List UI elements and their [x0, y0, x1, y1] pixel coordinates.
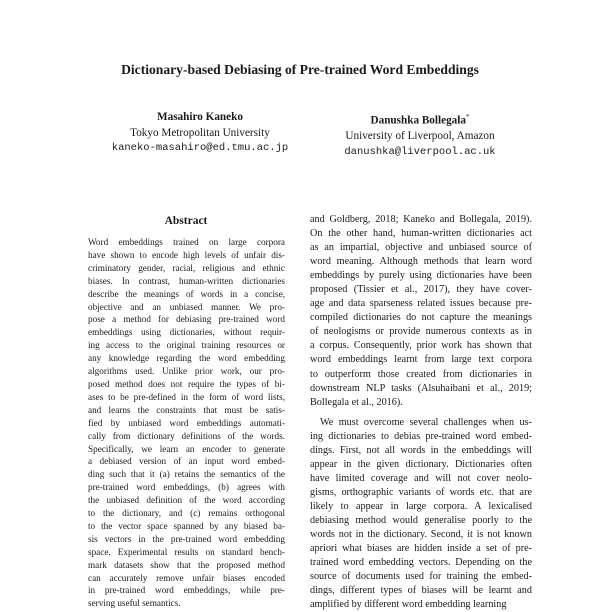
body-line: word embeddings learnt from large text corpora [310, 354, 532, 366]
author-name: Masahiro Kaneko [157, 111, 243, 123]
abstract-line: to the dictionary, and (c) remains orthogonal [88, 508, 285, 519]
body-line: words not in the dictionary. Second, it is not known [310, 529, 532, 541]
abstract-line: biases. In contrast, human-written dictionaries [88, 275, 285, 286]
abstract-line: space. Experimental results on standard bench- [88, 546, 285, 557]
body-line: On the other hand, human-written dictionaries act [310, 228, 532, 240]
body-line: compiled dictionaries do not capture the meanings [310, 312, 532, 324]
paper-title: Dictionary-based Debiasing of Pre-trained Word Embeddings [121, 62, 479, 77]
body-line: a corpus. Consequently, prior work has shown that [310, 340, 532, 352]
body-line: of neologisms or provide numerous contexts as in [310, 326, 532, 338]
author-email: danushka@liverpool.ac.uk [344, 145, 496, 158]
body-line: amplified by different word embedding learning [310, 599, 507, 611]
body-line: dings, different types of biases will be learnt and [310, 585, 532, 597]
body-column-right [310, 213, 532, 612]
abstract-heading: Abstract [164, 215, 208, 227]
abstract-line: embeddings using dictionaries, without requir- [88, 327, 285, 338]
abstract-line: cally from dictionary definitions of the words. [88, 430, 285, 441]
abstract-line: posed method does not require the types of bi- [88, 378, 285, 389]
abstract-line: fied by unbiased word embeddings automati- [88, 417, 285, 428]
body-line: age and data sparseness related issues because pre- [310, 298, 532, 310]
abstract-line: describe the meanings of words in a concise, [88, 288, 285, 299]
body-line: Bollegala et al., 2016). [310, 396, 403, 408]
abstract-line: ases to be pre-defined in the form of word lists, [88, 391, 285, 402]
body-line: and Goldberg, 2018; Kaneko and Bollegala, 2019). [310, 214, 532, 225]
abstract-line: and learns the constraints that must be satis- [88, 404, 285, 415]
abstract-line: algorithms used. Unlike prior work, our pro- [88, 366, 285, 377]
author-email: kaneko-masahiro@ed.tmu.ac.jp [111, 142, 289, 154]
body-line: downstream NLP tasks (Alsuhaibani et al., 2019; [310, 382, 532, 394]
body-line: word meaning. Although methods that learn word [310, 256, 532, 268]
abstract-line: to the vector space spanned by any biased ba- [88, 520, 285, 531]
body-line: trained word embedding vectors. Depending on the [310, 557, 532, 569]
abstract-line: ing access to the original training resources or [88, 340, 285, 351]
abstract-line: pose a method for debiasing pre-trained word [88, 314, 285, 325]
body-line: proposed (Tissier et al., 2017), they have cover- [310, 284, 532, 296]
abstract-line: a debiased version of an input word embed- [88, 456, 285, 467]
abstract-line: any knowledge regarding the word embedding [88, 353, 285, 364]
abstract-line: can accurately remove unfair biases encoded [88, 572, 285, 583]
body-line: We must overcome several challenges when us- [320, 416, 532, 428]
body-line: as an impartial, objective and unbiased source of [310, 242, 532, 254]
abstract-line: objective and an unbiased manner. We pro- [88, 301, 285, 312]
body-line: likely to appear in large corpora. A lexicalised [310, 500, 532, 512]
abstract-line: Specifically, we learn an encoder to generate [88, 443, 285, 454]
abstract-line: sis vectors in the pre-trained word embedding [88, 533, 285, 544]
body-line: to outperform those created from dictionaries in [310, 368, 532, 380]
abstract-line: criminatory gender, racial, religious and ethnic [88, 262, 285, 273]
body-line: dings. First, not all words in the embeddings will [310, 444, 532, 456]
abstract-line: have shown to encode high levels of unfair dis- [88, 249, 285, 260]
body-line: ing dictionaries to debias pre-trained word embed- [310, 430, 532, 442]
abstract-line: the unbiased definition of the word according [88, 495, 285, 506]
abstract-line: pre-trained word embeddings, (b) agrees with [88, 482, 285, 493]
author-name: Danushka Bollegala [370, 114, 466, 127]
body-line: have limited coverage and will not cover neolo- [310, 472, 532, 484]
author-footnote-marker: * [465, 113, 470, 121]
abstract-line: in pre-trained word embeddings, while pre- [88, 585, 285, 596]
body-line: gisms, orthographic variants of words etc. that are [310, 486, 532, 498]
author-affiliation: University of Liverpool, Amazon [345, 130, 495, 143]
body-line: debiasing method would generalise poorly to the [310, 514, 532, 526]
body-line: source of documents used for training the embed- [310, 571, 532, 583]
abstract-line: serving useful semantics. [88, 598, 181, 609]
author-name-line [290, 110, 550, 129]
body-line: appear in the given dictionary. Dictionaries often [310, 458, 532, 470]
abstract-line: Word embeddings trained on large corpora [88, 237, 285, 247]
abstract-line: mark datasets show that the proposed method [88, 559, 285, 570]
author-block-2 [290, 110, 550, 160]
abstract-body [88, 236, 285, 610]
abstract-line: ding such that it (a) retains the semantics of the [88, 469, 285, 480]
body-line: embeddings by purely using dictionaries have been [310, 270, 532, 282]
author-affiliation: Tokyo Metropolitan University [130, 126, 270, 139]
body-line: apriori what biases are hidden inside a set of pre- [310, 543, 532, 555]
